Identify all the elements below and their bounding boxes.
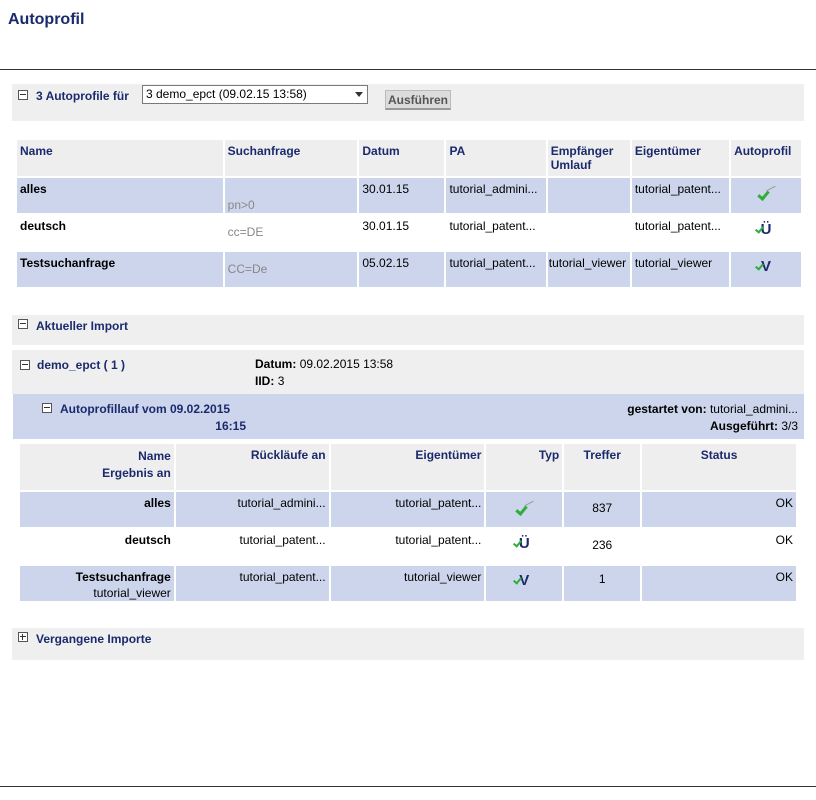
result-name-cell[interactable] — [20, 566, 174, 601]
check-icon — [756, 186, 776, 200]
import-date: Datum: 09.02.2015 13:58 — [255, 357, 394, 371]
header-type: Typ — [486, 444, 562, 490]
table-row[interactable] — [20, 492, 796, 527]
header-hits: Treffer — [564, 444, 640, 490]
header-owner: Eigentümer — [331, 444, 485, 490]
header-autoprofile: Autoprofil — [731, 140, 801, 176]
header-owner: Eigentümer — [632, 140, 729, 176]
profile-owner: tutorial_patent... — [632, 215, 729, 250]
collapse-toggle-icon[interactable] — [18, 319, 28, 329]
result-to: tutorial_viewer — [93, 586, 171, 600]
current-import-bar — [12, 315, 804, 345]
header-query: Suchanfrage — [225, 140, 358, 176]
divider — [0, 69, 816, 70]
result-owner: tutorial_patent... — [331, 492, 485, 527]
header-status: Status — [642, 444, 796, 490]
profile-owner: tutorial_viewer — [632, 252, 729, 287]
profile-query: cc=DE — [227, 225, 264, 239]
result-hits: 236 — [564, 529, 640, 564]
profile-name[interactable]: Testsuchanfrage — [17, 252, 223, 287]
profile-recipient — [548, 178, 630, 213]
result-name[interactable]: alles — [20, 492, 174, 527]
table-row[interactable] — [17, 178, 801, 213]
profile-name[interactable]: deutsch — [17, 215, 223, 250]
header-name: Name — [17, 140, 223, 176]
header-pa: PA — [446, 140, 545, 176]
divider — [0, 786, 816, 787]
result-returns: tutorial_patent... — [176, 529, 329, 564]
profile-date: 30.01.15 — [359, 215, 444, 250]
check-icon — [514, 501, 534, 515]
result-owner: tutorial_viewer — [331, 566, 485, 601]
profile-pa: tutorial_admini... — [446, 178, 545, 213]
collapse-toggle-icon[interactable] — [20, 360, 30, 370]
u-icon: Ü — [757, 221, 775, 239]
result-hits: 1 — [564, 566, 640, 601]
chevron-down-icon — [355, 92, 363, 97]
profile-run-title: Autoprofillauf vom 09.02.2015 16:15 — [60, 402, 246, 433]
profile-run-meta: gestartet von: tutorial_admini... Ausgeführt: 3/3 — [627, 402, 798, 433]
page-title: Autoprofil — [8, 11, 85, 28]
result-status: OK — [642, 566, 796, 601]
profile-owner: tutorial_patent... — [632, 178, 729, 213]
result-name[interactable]: deutsch — [20, 529, 174, 564]
table-header-row — [20, 444, 796, 490]
profile-name[interactable]: alles — [17, 178, 223, 213]
result-status: OK — [642, 529, 796, 564]
results-table — [18, 442, 798, 603]
profiles-table — [15, 138, 803, 289]
header-returns: Rückläufe an — [176, 444, 329, 490]
table-row[interactable] — [20, 529, 796, 564]
header-name: Name Ergebnis an — [20, 444, 174, 490]
profile-recipient — [548, 215, 630, 250]
profile-query: pn>0 — [227, 198, 255, 212]
profiles-count-label: 3 Autoprofile für — [36, 89, 129, 103]
profile-select[interactable] — [142, 85, 368, 104]
profile-date: 30.01.15 — [359, 178, 444, 213]
table-row[interactable] — [17, 215, 801, 250]
collapse-toggle-icon[interactable] — [42, 403, 52, 413]
past-imports-label[interactable]: Vergangene Importe — [36, 632, 152, 646]
import-iid: IID: 3 — [255, 374, 285, 388]
profile-pa: tutorial_patent... — [446, 252, 545, 287]
run-button[interactable]: Ausführen — [385, 90, 451, 110]
profile-query: CC=De — [227, 262, 268, 276]
result-hits: 837 — [564, 492, 640, 527]
u-icon: Ü — [515, 535, 533, 553]
import-db-bar — [12, 350, 804, 394]
profile-date: 05.02.15 — [359, 252, 444, 287]
table-header-row — [17, 140, 801, 176]
result-returns: tutorial_patent... — [176, 566, 329, 601]
profile-recipient: tutorial_viewer — [548, 252, 630, 287]
collapse-toggle-icon[interactable] — [18, 90, 28, 100]
result-returns: tutorial_admini... — [176, 492, 329, 527]
profile-pa: tutorial_patent... — [446, 215, 545, 250]
expand-toggle-icon[interactable] — [18, 632, 28, 642]
v-icon: V — [757, 258, 775, 276]
header-recipient: Empfänger Umlauf — [548, 140, 630, 176]
header-date: Datum — [359, 140, 444, 176]
v-icon: V — [515, 572, 533, 590]
import-db-label: demo_epct ( 1 ) — [37, 358, 126, 372]
table-row[interactable] — [20, 566, 796, 601]
profile-select-value: 3 demo_epct (09.02.15 13:58) — [146, 87, 307, 101]
table-row[interactable] — [17, 252, 801, 287]
current-import-label: Aktueller Import — [36, 319, 129, 333]
result-name: Testsuchanfrage — [75, 570, 171, 584]
result-status: OK — [642, 492, 796, 527]
result-owner: tutorial_patent... — [331, 529, 485, 564]
